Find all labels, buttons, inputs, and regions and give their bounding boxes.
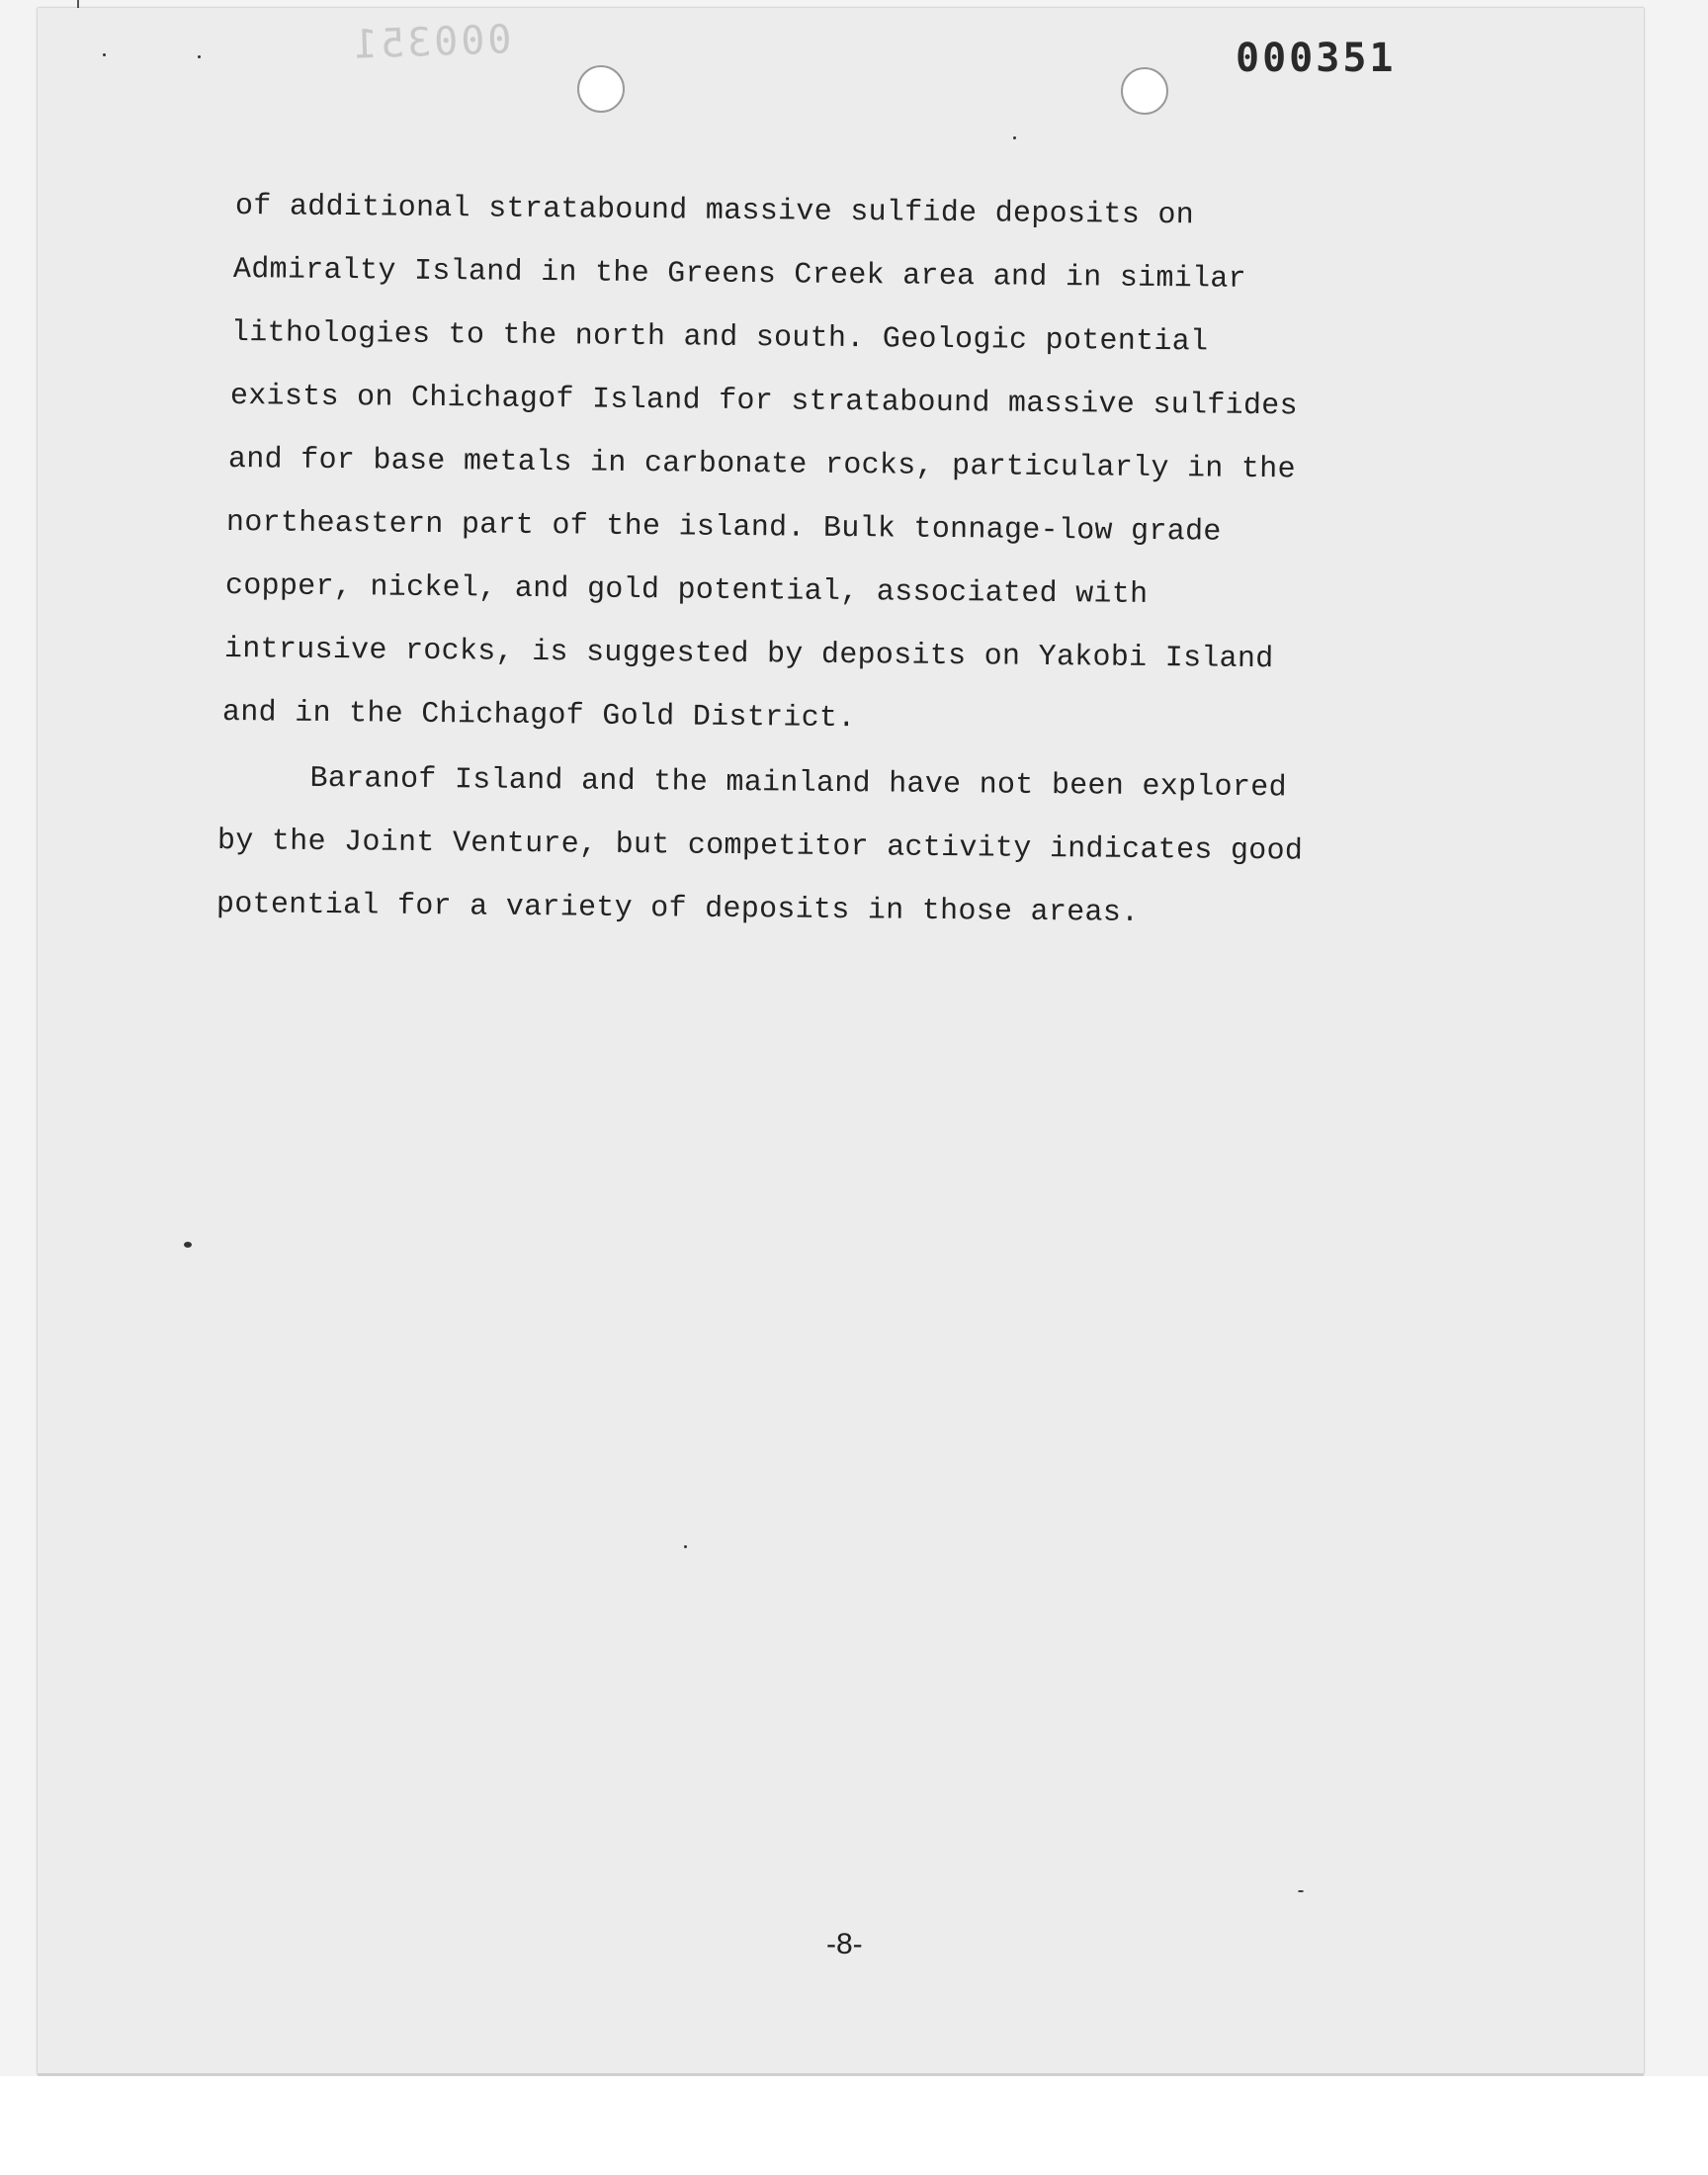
text-line: exists on Chichagof Island for stratabound massive sulfides [229,380,1298,424]
text-line: copper, nickel, and gold potential, associated with [224,569,1149,612]
bates-number: 000351 [1236,36,1397,81]
bleed-through-stamp: 000351 [350,17,513,68]
text-line: lithologies to the north and south. Geologic potential [230,316,1209,360]
text-line: Baranof Island and the mainland have not been explored [218,761,1287,806]
text-line: intrusive rocks, is suggested by deposits on Yakobi Island [223,633,1274,677]
text-line: northeastern part of the island. Bulk tonnage-low grade [225,506,1222,550]
scan-speck [684,1545,687,1548]
text-line: and for base metals in carbonate rocks, particularly in the [227,443,1296,487]
page-number: -8- [826,1928,863,1960]
scan-speck [1298,1890,1304,1892]
text-line: potential for a variety of deposits in those areas. [215,888,1140,930]
scan-speck [103,53,106,56]
text-line: Admiralty Island in the Greens Creek area and in similar [232,253,1247,297]
scan-margin [0,2076,1708,2175]
scan-speck [198,55,201,58]
scan-speck [184,1242,192,1248]
text-line: and in the Chichagof Gold District. [221,696,856,737]
text-line: of additional stratabound massive sulfide deposits on [234,190,1195,233]
text-line: by the Joint Venture, but competitor activity indicates good [216,825,1304,869]
scan-speck [1013,136,1016,139]
